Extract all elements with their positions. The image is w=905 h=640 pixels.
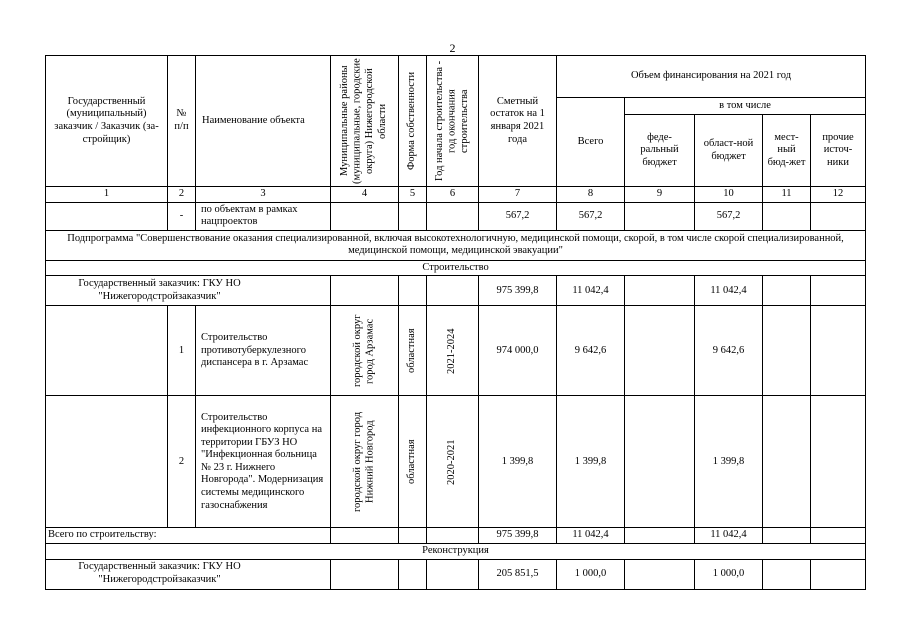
section-row-construction bbox=[46, 260, 866, 276]
object-name: Строительство инфекционного корпуса на территории ГБУЗ НО "Инфекционная больница № 23 г. Нижнего Новгорода". Модернизация системы медицинского газоснабжения bbox=[196, 396, 331, 528]
header-row-1 bbox=[46, 56, 866, 98]
header-regional: област-ной бюджет bbox=[695, 115, 763, 187]
header-federal: феде-ральный бюджет bbox=[625, 115, 695, 187]
header-ownership: Форма собственности bbox=[406, 71, 418, 171]
customer-regional: 11 042,4 bbox=[695, 276, 763, 306]
customer-remainder: 205 851,5 bbox=[479, 559, 557, 589]
header-num: № п/п bbox=[168, 56, 196, 187]
object-remainder: 1 399,8 bbox=[479, 396, 557, 528]
construction-total-total: 11 042,4 bbox=[557, 528, 625, 544]
object-regional: 9 642,6 bbox=[695, 306, 763, 396]
object-total: 9 642,6 bbox=[557, 306, 625, 396]
construction-total-label: Всего по строительству: bbox=[46, 528, 331, 544]
subprogram-row bbox=[46, 230, 866, 260]
column-number: 8 bbox=[557, 187, 625, 203]
section-row-reconstruction bbox=[46, 543, 866, 559]
header-other: прочие источ-ники bbox=[811, 115, 866, 187]
financing-table bbox=[45, 55, 866, 590]
column-number: 5 bbox=[399, 187, 427, 203]
construction-total-regional: 11 042,4 bbox=[695, 528, 763, 544]
header-object-name: Наименование объекта bbox=[196, 56, 331, 187]
table-row-construction-total bbox=[46, 528, 866, 544]
header-years: Год начала строительства - год окончания строительства bbox=[433, 60, 470, 182]
header-district: Муниципальные районы (муниципальные, городские округа) Нижегородской области bbox=[339, 58, 389, 184]
table-row-object-1 bbox=[46, 306, 866, 396]
column-number: 3 bbox=[196, 187, 331, 203]
header-remainder: Сметный остаток на 1 января 2021 года bbox=[479, 56, 557, 187]
header-local: мест-ный бюд-жет bbox=[763, 115, 811, 187]
column-number: 4 bbox=[331, 187, 399, 203]
column-number: 10 bbox=[695, 187, 763, 203]
header-including: в том числе bbox=[625, 98, 866, 115]
section-title-reconstruction: Реконструкция bbox=[46, 543, 866, 559]
column-numbers-row bbox=[46, 187, 866, 203]
table-row-national-projects bbox=[46, 202, 866, 230]
column-number: 6 bbox=[427, 187, 479, 203]
object-district: городской округ город Арзамас bbox=[351, 314, 376, 388]
column-number: 9 bbox=[625, 187, 695, 203]
customer-total: 1 000,0 bbox=[557, 559, 625, 589]
object-years: 2021-2024 bbox=[446, 328, 458, 374]
object-total: 1 399,8 bbox=[557, 396, 625, 528]
subprogram-title: Подпрограмма "Совершенствование оказания специализированной, включая высокотехнологичную, медицинской помощи, скорой, в том числе скорой специализированной, медицинской помощи, медицинской эвакуации" bbox=[46, 230, 866, 260]
table-row-customer-1 bbox=[46, 276, 866, 306]
page-number: 2 bbox=[449, 41, 456, 55]
row-name: по объектам в рамках нацпроектов bbox=[196, 202, 331, 230]
header-customer: Государственный (муниципальный) заказчик / Заказчик (за-стройщик) bbox=[46, 56, 168, 187]
table-row-object-2 bbox=[46, 396, 866, 528]
row-remainder: 567,2 bbox=[479, 202, 557, 230]
customer-name: Государственный заказчик: ГКУ НО "Нижегородстройзаказчик" bbox=[46, 559, 331, 589]
construction-total-remainder: 975 399,8 bbox=[479, 528, 557, 544]
object-ownership: областная bbox=[406, 328, 418, 374]
column-number: 12 bbox=[811, 187, 866, 203]
column-number: 11 bbox=[763, 187, 811, 203]
row-total: 567,2 bbox=[557, 202, 625, 230]
row-num: - bbox=[168, 202, 196, 230]
object-name: Строительство противотуберкулезного диспансера в г. Арзамас bbox=[196, 306, 331, 396]
object-remainder: 974 000,0 bbox=[479, 306, 557, 396]
object-regional: 1 399,8 bbox=[695, 396, 763, 528]
column-number: 7 bbox=[479, 187, 557, 203]
object-num: 1 bbox=[168, 306, 196, 396]
object-district: городской округ город Нижний Новгород bbox=[351, 411, 376, 512]
column-number: 1 bbox=[46, 187, 168, 203]
header-financing: Объем финансирования на 2021 год bbox=[557, 56, 866, 98]
customer-total: 11 042,4 bbox=[557, 276, 625, 306]
section-title-construction: Строительство bbox=[46, 260, 866, 276]
row-regional: 567,2 bbox=[695, 202, 763, 230]
object-years: 2020-2021 bbox=[446, 439, 458, 485]
header-total: Всего bbox=[557, 98, 625, 187]
object-num: 2 bbox=[168, 396, 196, 528]
customer-name: Государственный заказчик: ГКУ НО "Нижегородстройзаказчик" bbox=[46, 276, 331, 306]
table-row-customer-2 bbox=[46, 559, 866, 589]
column-number: 2 bbox=[168, 187, 196, 203]
customer-regional: 1 000,0 bbox=[695, 559, 763, 589]
customer-remainder: 975 399,8 bbox=[479, 276, 557, 306]
object-ownership: областная bbox=[406, 439, 418, 485]
